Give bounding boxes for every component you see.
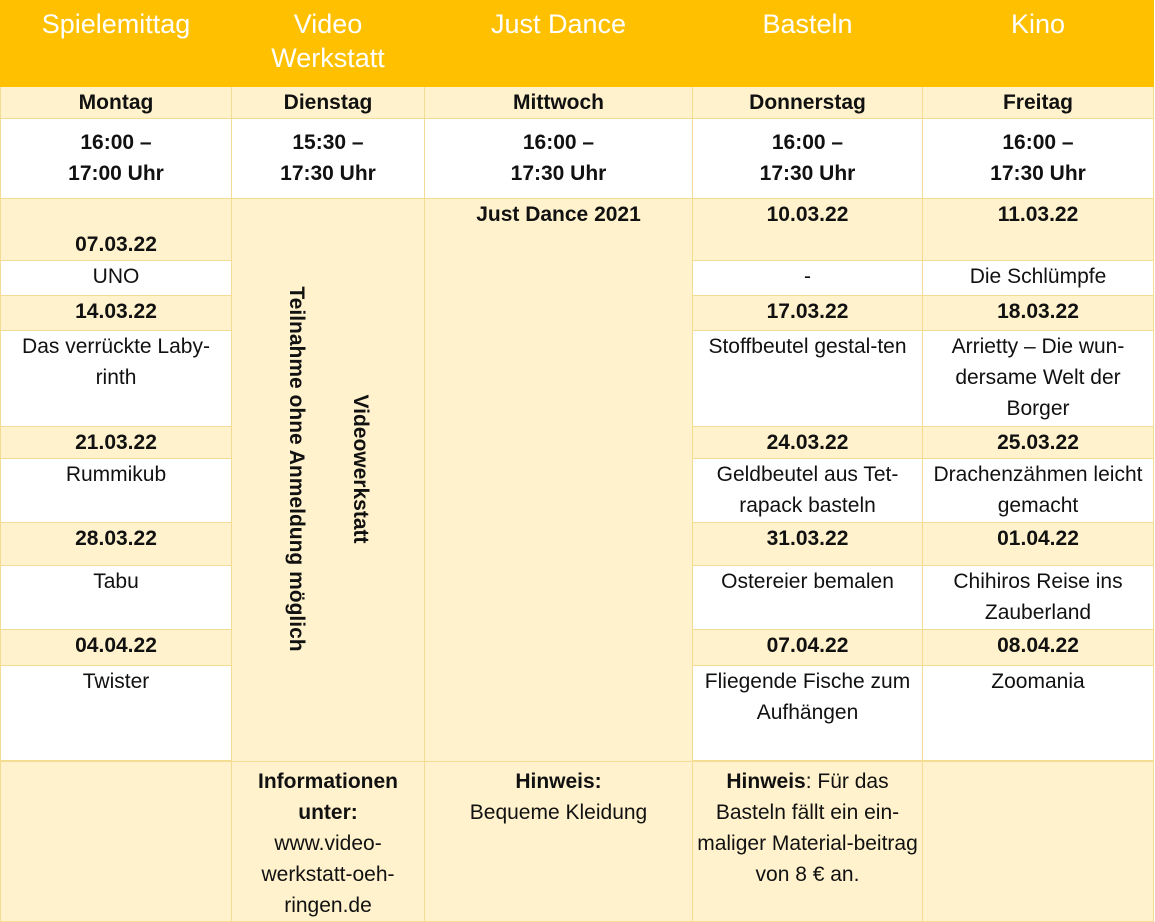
date-thursday: 31.03.22 [693,523,923,566]
basteln-note-text: : Für das Basteln fällt ein ein-maliger Material-beitrag von 8 € an. [697,770,918,886]
date-friday: 11.03.22 [923,199,1154,261]
date-monday: 07.03.22 [1,199,232,261]
justdance-note-text: Bequeme Kleidung [469,801,648,824]
event-friday: Arrietty – Die wun-dersame Welt der Borger [923,331,1154,427]
time-thursday: 16:00 – 17:30 Uhr [693,119,923,199]
event-monday: UNO [1,261,232,296]
video-info-url: www.video-werkstatt-oeh-ringen.de [261,832,395,917]
date-thursday: 17.03.22 [693,296,923,331]
event-friday: Drachenzähmen leicht gemacht [923,459,1154,523]
activity-spielemittag: Spielemittag [1,1,232,87]
date-friday: 18.03.22 [923,296,1154,331]
video-werkstatt-cell [232,199,425,762]
footer-empty-friday [923,762,1154,922]
date-friday: 08.04.22 [923,630,1154,666]
activity-just-dance: Just Dance [425,1,693,87]
day-tuesday: Dienstag [232,87,425,119]
date-monday: 28.03.22 [1,523,232,566]
just-dance-cell: Just Dance 2021 [425,199,693,762]
event-thursday: Geldbeutel aus Tet-rapack basteln [693,459,923,523]
video-werkstatt-note: Teilnahme ohne Anmeldung möglich [285,286,308,652]
basteln-note-label: Hinweis [726,770,806,793]
event-monday: Das verrückte Laby-rinth [1,331,232,427]
time-wednesday: 16:00 – 17:30 Uhr [425,119,693,199]
event-thursday: Fliegende Fische zum Aufhängen [693,666,923,761]
event-monday: Rummikub [1,459,232,523]
day-wednesday: Mittwoch [425,87,693,119]
event-friday: Die Schlümpfe [923,261,1154,296]
event-monday: Twister [1,666,232,761]
justdance-note-cell [425,762,693,922]
video-info-cell [232,762,425,922]
event-thursday: - [693,261,923,296]
date-friday: 25.03.22 [923,427,1154,459]
time-monday: 16:00 – 17:00 Uhr [1,119,232,199]
activity-basteln: Basteln [693,1,923,87]
activity-video-werkstatt: Video Werkstatt [232,1,425,87]
date-monday: 04.04.22 [1,630,232,666]
day-monday: Montag [1,87,232,119]
event-thursday: Ostereier bemalen [693,566,923,630]
day-thursday: Donnerstag [693,87,923,119]
event-thursday: Stoffbeutel gestal-ten [693,331,923,427]
date-thursday: 07.04.22 [693,630,923,666]
date-thursday: 24.03.22 [693,427,923,459]
basteln-note-cell [693,762,923,922]
time-friday: 16:00 – 17:30 Uhr [923,119,1154,199]
activity-header-row [1,1,1154,87]
footer-empty-monday [1,762,232,922]
video-werkstatt-title: Videowerkstatt [349,394,372,544]
activity-kino: Kino [923,1,1154,87]
date-monday: 21.03.22 [1,427,232,459]
date-friday: 01.04.22 [923,523,1154,566]
date-thursday: 10.03.22 [693,199,923,261]
justdance-note-label: Hinweis: [515,770,602,793]
time-row [1,119,1154,199]
date-monday: 14.03.22 [1,296,232,331]
event-monday: Tabu [1,566,232,630]
day-row [1,87,1154,119]
day-friday: Freitag [923,87,1154,119]
event-friday: Chihiros Reise ins Zauberland [923,566,1154,630]
footer-row [1,762,1154,922]
event-friday: Zoomania [923,666,1154,761]
video-info-label: Informationen unter: [258,770,398,824]
time-tuesday: 15:30 – 17:30 Uhr [232,119,425,199]
date-row [1,199,1154,261]
